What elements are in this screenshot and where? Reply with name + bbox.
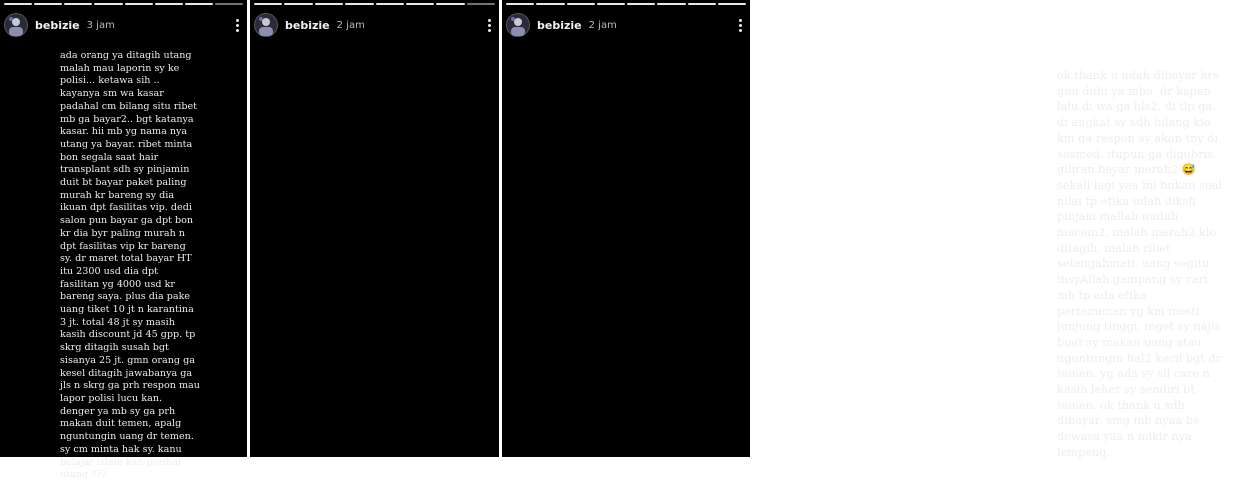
- story-username[interactable]: bebizie: [35, 18, 80, 32]
- avatar-icon[interactable]: [254, 13, 278, 37]
- story-progress-bar: [4, 3, 243, 5]
- avatar-icon[interactable]: [506, 13, 530, 37]
- story-panel-2[interactable]: [250, 0, 499, 457]
- story-username[interactable]: bebizie: [285, 18, 330, 32]
- story-panel-3[interactable]: [502, 0, 1223, 459]
- story-username[interactable]: bebizie: [537, 18, 582, 32]
- story-header: [254, 12, 493, 38]
- avatar-icon[interactable]: [4, 13, 28, 37]
- more-options-icon[interactable]: [233, 19, 241, 32]
- story-timestamp: 2 jam: [588, 19, 617, 31]
- story-timestamp: 2 jam: [336, 19, 365, 31]
- story-timestamp: 3 jam: [86, 19, 115, 31]
- story-header: [506, 12, 744, 38]
- story-panel-1[interactable]: [0, 0, 247, 481]
- story-text: ok thank u udah dibayar hrs gini dulu ya mba. dr kapan lalu di wa ga bls2, di tlp ga di angkat sy sdh bilang klo km ga respon sy akan tny di sosmed. itupun ga digubris. giliran bayar marah2 😅 sekali lagi yaa ini bukan soal nilai tp etika udah diksh pinjam mallah nuduh macem2, malah marah2 klo ditagih. malah ribet setengahmati. uang segitu insyAllah gampang sy cari mb tp ada etika pertemenan yg km mesti junjung tinggi. inget sy najis buat sy makan uang atau nguntungin hal2 kecil bgt dr temen. yg ada sy sll care n kasih leher sy sendiri bt temen. ok thank u sdh dibayar, smg mb nyaa bs dewasa yaa n mikir nya lempeng.: [1057, 69, 1223, 459]
- story-text: ada orang ya ditagih utang malah mau laporin sy ke polisi... ketawa sih .. kayanya sm wa kasar padahal cm bilang situ ribet mb ga bayar2.. bgt katanya kasar. hii mb yg nama nya utang ya bayar. ribet minta bon segala saat hair transplant sdh sy pinjamin duit bt bayar paket paling murah kr bareng sy dia ikuan dpt fasilitas vip. dedi salon pun bayar ga dpt bon kr dia byr paling murah n dpt fasilitas vip kr bareng sy. dr maret total bayar HT itu 2300 usd dia dpt fasilitan yg 4000 usd kr bareng saya. plus dia pake uang tiket 10 jt n karantina 3 jt. total 48 jt sy masih kasih discount jd 45 gpp. tp skrg ditagih susah bgt sisanya 25 jt. gmn orang ga kesel ditagih jawabanya ga jls n skrg ga prh respon mau lapor polisi lucu kan. denger ya mb sy ga prh makan duit temen, apalg nguntungin uang dr temen. sy cm minta hak sy. kanu belajar islam kan perihal utang ???: [60, 50, 200, 481]
- story-progress-bar: [506, 3, 746, 5]
- more-options-icon[interactable]: [485, 19, 493, 32]
- more-options-icon[interactable]: [736, 19, 744, 32]
- story-header: [4, 12, 241, 38]
- story-progress-bar: [254, 3, 495, 5]
